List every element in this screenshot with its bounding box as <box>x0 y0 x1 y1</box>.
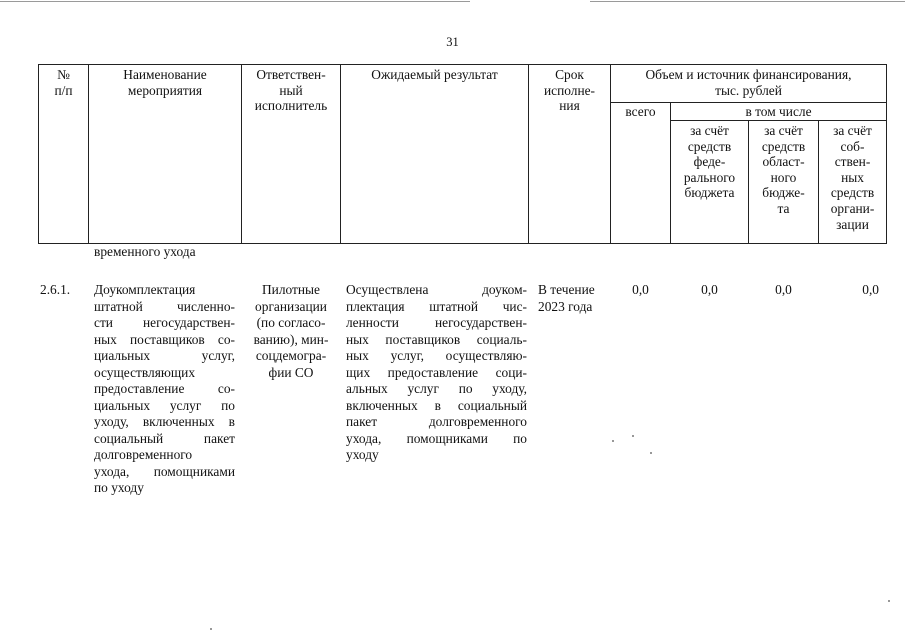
text-line: сти негосударствен- <box>94 315 235 330</box>
text-line: пакет долговременного <box>346 414 527 429</box>
text-line: уходу, включенных в <box>94 414 235 429</box>
text-line: штатной численно- <box>94 298 235 314</box>
row-name <box>94 282 235 497</box>
row-federal: 0,0 <box>701 282 718 297</box>
row-result <box>346 282 527 464</box>
continued-text: временного ухода <box>94 244 196 259</box>
text-line: уходу <box>346 447 379 462</box>
row-own: 0,0 <box>862 282 879 297</box>
text-line: циальных услуг по <box>94 397 235 413</box>
text-line: ухода, помощниками <box>94 463 235 479</box>
text-line: Доукомплектация <box>94 282 196 297</box>
scan-speck <box>632 435 634 437</box>
row-term: В течение 2023 года <box>538 282 595 314</box>
text-line: социальный пакет <box>94 430 235 446</box>
text-line: фии СО <box>268 364 314 380</box>
scan-edge-line <box>0 1 470 2</box>
scan-speck <box>888 600 890 602</box>
scan-speck <box>650 452 652 454</box>
text-line: циальных услуг, <box>94 348 235 363</box>
text-line: щих предоставление соци- <box>346 364 527 380</box>
header-finance: Объем и источник финансирования, тыс. рублей <box>645 67 852 98</box>
row-regional: 0,0 <box>775 282 792 297</box>
text-line: ных услуг, осуществляю- <box>346 348 527 363</box>
text-line: Осуществлена доуком- <box>346 282 527 297</box>
text-line: плектация штатной чис- <box>346 298 527 314</box>
text-line: включенных в социальный <box>346 397 527 413</box>
row-executor <box>244 282 338 381</box>
scan-speck <box>612 440 614 442</box>
header-executor: Ответствен- ный исполнитель <box>254 67 328 114</box>
text-line: соцдемогра- <box>255 348 327 363</box>
text-line: долговременного <box>94 447 193 462</box>
header-total: всего <box>625 104 656 119</box>
header-term: Срок исполне- ния <box>543 67 596 114</box>
row-total: 0,0 <box>632 282 649 297</box>
row-number: 2.6.1. <box>40 282 71 297</box>
text-line: по уходу <box>94 480 144 495</box>
header-own: за счёт соб- ствен- ных средств органи- зации <box>830 123 875 232</box>
text-line: организации <box>255 298 327 314</box>
header-no: № п/п <box>54 67 73 98</box>
page-number: 31 <box>446 35 459 49</box>
header-federal: за счёт средств феде- рального бюджета <box>683 123 736 201</box>
text-line: (по согласо- <box>256 315 326 330</box>
text-line: ленности негосударствен- <box>346 315 527 330</box>
text-line: осуществляющих <box>94 364 196 380</box>
text-line: ухода, помощниками по <box>346 430 527 446</box>
scan-edge-line <box>590 1 905 2</box>
text-line: предоставление со- <box>94 381 235 396</box>
text-line: ных поставщиков социаль- <box>346 331 527 347</box>
header-including: в том числе <box>745 104 812 119</box>
text-line: ванию), мин- <box>253 331 329 347</box>
text-line: ных поставщиков со- <box>94 331 235 347</box>
scan-speck <box>210 628 212 630</box>
header-name: Наименование мероприятия <box>123 67 207 98</box>
header-regional: за счёт средств област- ного бюдже- та <box>761 123 806 216</box>
text-line: альных услуг по уходу, <box>346 381 527 396</box>
text-line: Пилотные <box>262 282 320 297</box>
header-result: Ожидаемый результат <box>371 67 498 82</box>
